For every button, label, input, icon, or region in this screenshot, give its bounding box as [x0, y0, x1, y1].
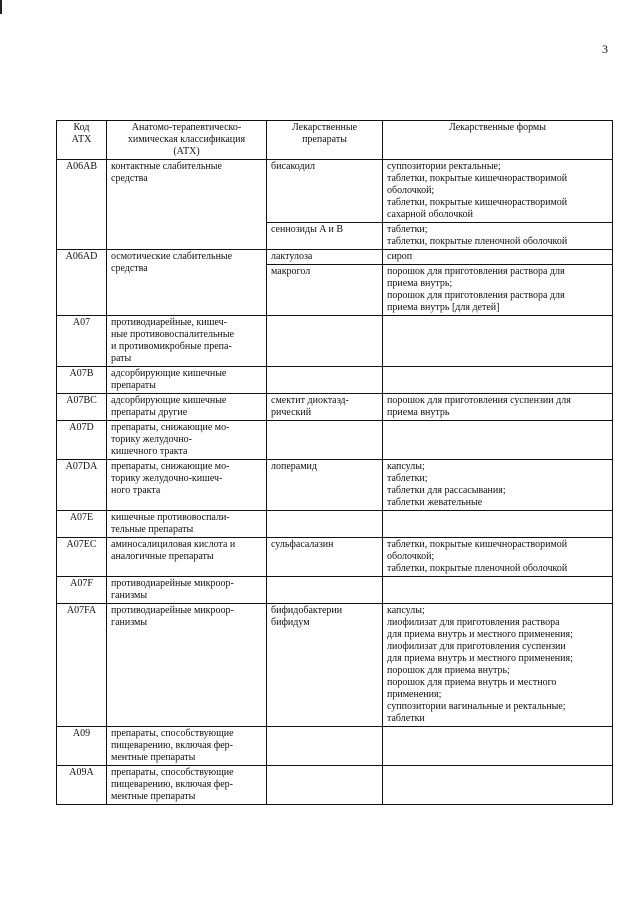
- cell-drug: лоперамид: [267, 460, 383, 511]
- cell-classification: препараты, снижающие мо- торику желудочно-кишеч- ного тракта: [107, 460, 267, 511]
- cell-drug: макрогол: [267, 265, 383, 316]
- atc-drug-table: [56, 120, 613, 805]
- cell-code: A06AD: [57, 250, 107, 316]
- cell-classification: противодиарейные, кишеч- ные противовоспалительные и противомикробные препа- раты: [107, 316, 267, 367]
- table-header-row: [57, 121, 613, 160]
- header-classification: Анатомо-терапевтическо- химическая классификация (АТХ): [107, 121, 267, 160]
- cell-code: A09: [57, 727, 107, 766]
- cell-forms: [383, 421, 613, 460]
- cell-drug: [267, 577, 383, 604]
- cell-code: A06AB: [57, 160, 107, 250]
- cell-drug: [267, 766, 383, 805]
- table-row: [57, 316, 613, 367]
- cell-forms: [383, 727, 613, 766]
- cell-classification: осмотические слабительные средства: [107, 250, 267, 316]
- cell-code: A07F: [57, 577, 107, 604]
- cell-forms: [383, 577, 613, 604]
- cell-forms: таблетки; таблетки, покрытые пленочной оболочкой: [383, 223, 613, 250]
- table-row: [57, 367, 613, 394]
- cell-forms: [383, 766, 613, 805]
- cell-code: A09A: [57, 766, 107, 805]
- cell-code: A07EC: [57, 538, 107, 577]
- table-row: [57, 511, 613, 538]
- cell-forms: [383, 316, 613, 367]
- cell-drug: бифидобактерии бифидум: [267, 604, 383, 727]
- cell-drug: [267, 421, 383, 460]
- cell-drug: [267, 367, 383, 394]
- cell-classification: аминосалициловая кислота и аналогичные препараты: [107, 538, 267, 577]
- table-row: [57, 160, 613, 223]
- cell-drug: лактулоза: [267, 250, 383, 265]
- table-row: [57, 250, 613, 265]
- cell-code: A07FA: [57, 604, 107, 727]
- cell-forms: капсулы; лиофилизат для приготовления раствора для приема внутрь и местного применения; лиофилизат для приготовления суспензии для приема внутрь и местного применения; порошок для приема внутрь; порошок для приема внутрь и местного применения; суппозитории вагинальные и ректальные; таблетки: [383, 604, 613, 727]
- cell-classification: контактные слабительные средства: [107, 160, 267, 250]
- cell-classification: кишечные противовоспали- тельные препараты: [107, 511, 267, 538]
- cell-code: A07E: [57, 511, 107, 538]
- header-forms: Лекарственные формы: [383, 121, 613, 160]
- cell-forms: [383, 511, 613, 538]
- cell-classification: адсорбирующие кишечные препараты другие: [107, 394, 267, 421]
- table-row: [57, 766, 613, 805]
- table-row: [57, 421, 613, 460]
- cell-forms: [383, 367, 613, 394]
- cell-classification: противодиарейные микроор- ганизмы: [107, 577, 267, 604]
- header-drugs: Лекарственные препараты: [267, 121, 383, 160]
- cell-classification: препараты, способствующие пищеварению, включая фер- ментные препараты: [107, 766, 267, 805]
- cell-forms: порошок для приготовления суспензии для приема внутрь: [383, 394, 613, 421]
- cell-code: A07D: [57, 421, 107, 460]
- cell-classification: препараты, снижающие мо- торику желудочно- кишечного тракта: [107, 421, 267, 460]
- cell-forms: капсулы; таблетки; таблетки для рассасывания; таблетки жевательные: [383, 460, 613, 511]
- header-code: Код АТХ: [57, 121, 107, 160]
- cell-code: A07: [57, 316, 107, 367]
- table-row: [57, 460, 613, 511]
- cell-drug: сульфасалазин: [267, 538, 383, 577]
- table-row: [57, 727, 613, 766]
- cell-forms: сироп: [383, 250, 613, 265]
- table-row: [57, 538, 613, 577]
- scan-edge-mark: [0, 0, 2, 14]
- cell-classification: препараты, способствующие пищеварению, включая фер- ментные препараты: [107, 727, 267, 766]
- cell-drug: [267, 511, 383, 538]
- cell-drug: [267, 316, 383, 367]
- cell-code: A07BC: [57, 394, 107, 421]
- cell-drug: бисакодил: [267, 160, 383, 223]
- cell-forms: суппозитории ректальные; таблетки, покрытые кишечнорастворимой оболочкой; таблетки, покрытые кишечнорастворимой сахарной оболочкой: [383, 160, 613, 223]
- cell-drug: сеннозиды A и B: [267, 223, 383, 250]
- cell-drug: [267, 727, 383, 766]
- table-row: [57, 604, 613, 727]
- table-row: [57, 577, 613, 604]
- table-row: [57, 394, 613, 421]
- cell-forms: таблетки, покрытые кишечнорастворимой оболочкой; таблетки, покрытые пленочной оболочкой: [383, 538, 613, 577]
- cell-classification: противодиарейные микроор- ганизмы: [107, 604, 267, 727]
- page-number: 3: [602, 42, 608, 56]
- cell-classification: адсорбирующие кишечные препараты: [107, 367, 267, 394]
- cell-drug: смектит диоктаэд- рический: [267, 394, 383, 421]
- cell-forms: порошок для приготовления раствора для приема внутрь; порошок для приготовления раствора для приема внутрь [для детей]: [383, 265, 613, 316]
- cell-code: A07B: [57, 367, 107, 394]
- cell-code: A07DA: [57, 460, 107, 511]
